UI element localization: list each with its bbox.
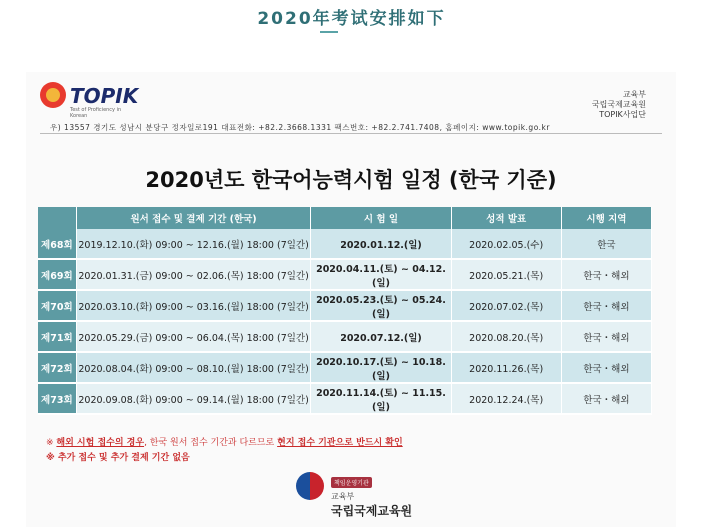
exam-cell: 2020.07.12.(일) (311, 321, 451, 352)
apply-cell: 2020.01.31.(금) 09:00 ~ 02.06.(목) 18:00 (7일간) (76, 259, 311, 290)
table-row (38, 383, 652, 414)
divider (40, 133, 662, 134)
topik-logo (40, 82, 140, 118)
exam-cell: 2020.11.14.(토) ~ 11.15.(일) (311, 383, 451, 414)
org-line: 교육부 (622, 90, 646, 99)
address-line: 우) 13557 경기도 성남시 분당구 정자일로191 대표전화: +82.2.3668.1331 팩스번호: +82.2.741.7408, 홈페이지: www.topik.go.kr (50, 123, 550, 132)
region-cell: 한국・해외 (561, 383, 651, 414)
apply-cell: 2020.08.04.(화) 09:00 ~ 08.10.(월) 18:00 (7일간) (76, 352, 311, 383)
result-cell: 2020.07.02.(목) (451, 290, 561, 321)
header-region: 시행 지역 (561, 207, 651, 229)
footer-institute: 국립국제교육원 (331, 504, 413, 518)
round-cell: 제72회 (38, 352, 76, 383)
region-cell: 한국 (561, 229, 651, 259)
result-cell: 2020.08.20.(목) (451, 321, 561, 352)
region-cell: 한국・해외 (561, 321, 651, 352)
exam-cell: 2020.10.17.(토) ~ 10.18.(일) (311, 352, 451, 383)
org-block (592, 90, 646, 120)
page-title: 2020年考试安排如下 (257, 9, 446, 29)
agency-badge: 책임운영기관 (331, 477, 372, 488)
footer-ministry: 교육부 (331, 492, 355, 501)
round-cell: 제71회 (38, 321, 76, 352)
round-cell: 제73회 (38, 383, 76, 414)
apply-cell: 2019.12.10.(화) 09:00 ~ 12.16.(월) 18:00 (7일간) (76, 229, 311, 259)
table-row (38, 321, 652, 352)
apply-cell: 2020.09.08.(화) 09:00 ~ 09.14.(월) 18:00 (7일간) (76, 383, 311, 414)
round-cell: 제69회 (38, 259, 76, 290)
note-2: ※ 추가 접수 및 추가 결제 기간 없음 (46, 453, 190, 463)
result-cell: 2020.12.24.(목) (451, 383, 561, 414)
table-row (38, 290, 652, 321)
exam-cell: 2020.04.11.(토) ~ 04.12.(일) (311, 259, 451, 290)
result-cell: 2020.11.26.(목) (451, 352, 561, 383)
title-underline (320, 31, 338, 33)
region-cell: 한국・해외 (561, 352, 651, 383)
schedule-document (26, 72, 676, 527)
notes (46, 436, 403, 466)
apply-cell: 2020.03.10.(화) 09:00 ~ 03.16.(월) 18:00 (7일간) (76, 290, 311, 321)
schedule-table (38, 207, 652, 415)
region-cell: 한국・해외 (561, 259, 651, 290)
header-exam: 시 험 일 (311, 207, 451, 229)
round-cell: 제70회 (38, 290, 76, 321)
table-row (38, 352, 652, 383)
round-cell: 제68회 (38, 229, 76, 259)
table-header-row (38, 207, 652, 229)
exam-cell: 2020.01.12.(일) (311, 229, 451, 259)
result-cell: 2020.05.21.(목) (451, 259, 561, 290)
logo-text: TOPIK (70, 84, 139, 108)
org-line: TOPIK사업단 (599, 110, 646, 119)
result-cell: 2020.02.05.(수) (451, 229, 561, 259)
table-row (38, 229, 652, 259)
header-result: 성적 발표 (451, 207, 561, 229)
footer-org (331, 470, 412, 519)
header-round (38, 207, 76, 229)
table-row (38, 259, 652, 290)
header-apply: 원서 접수 및 결제 기간 (한국) (76, 207, 311, 229)
government-emblem-icon (296, 472, 324, 500)
schedule-heading: 2020년도 한국어능력시험 일정 (한국 기준) (145, 168, 557, 192)
region-cell: 한국・해외 (561, 290, 651, 321)
logo-subtitle: Test of Proficiency in Korean (70, 107, 122, 119)
org-line: 국립국제교육원 (591, 100, 646, 109)
exam-cell: 2020.05.23.(토) ~ 05.24.(일) (311, 290, 451, 321)
logo-emblem-icon (40, 82, 66, 108)
apply-cell: 2020.05.29.(금) 09:00 ~ 06.04.(목) 18:00 (7일간) (76, 321, 311, 352)
note-1: ※ 해외 시험 접수의 경우, 한국 원서 접수 기간과 다르므로 현지 접수 기관으로 반드시 확인 (46, 438, 403, 448)
